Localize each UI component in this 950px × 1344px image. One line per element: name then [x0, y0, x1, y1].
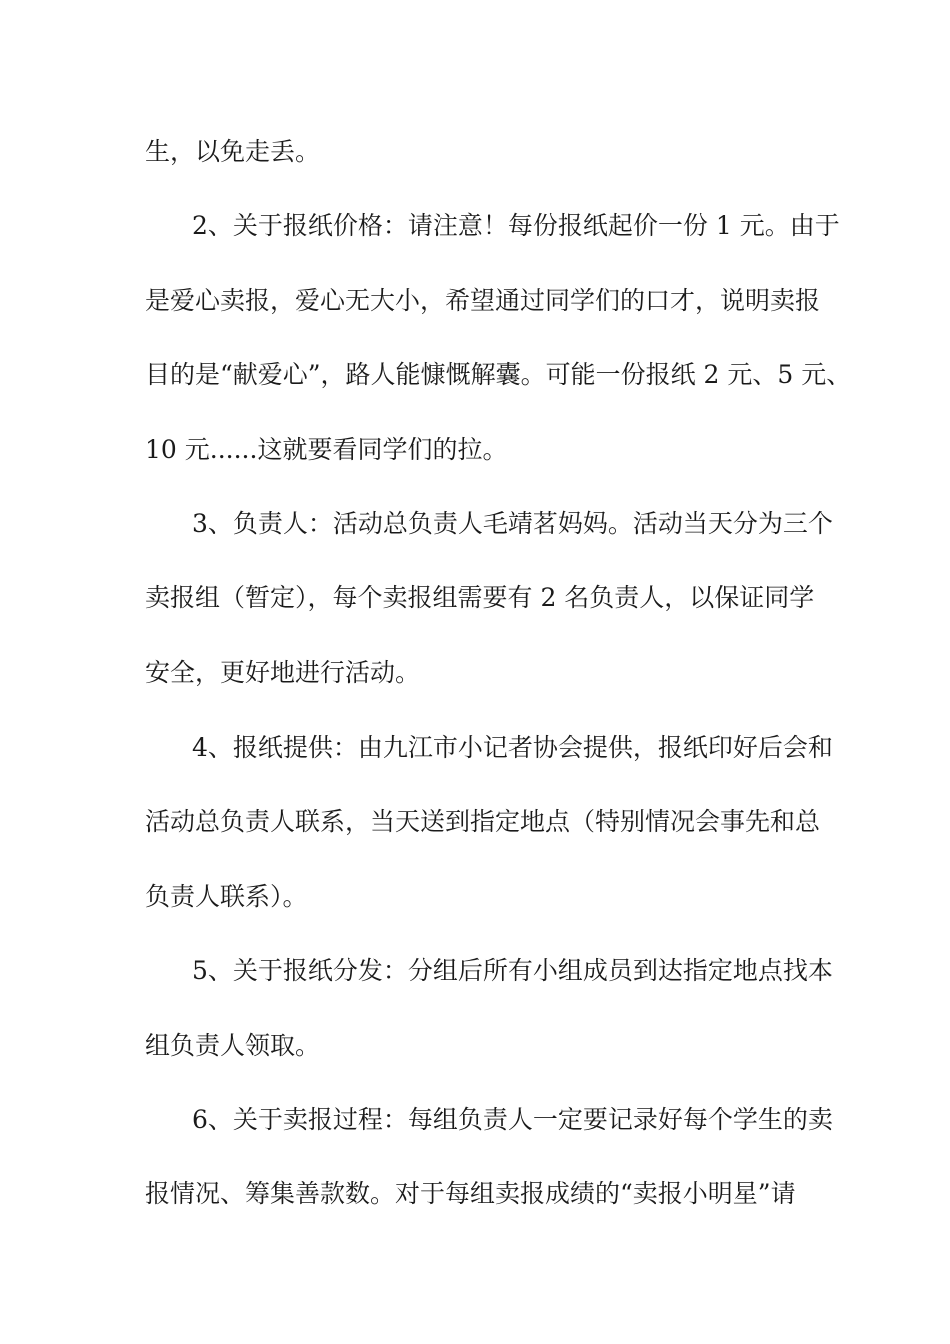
paragraph-line: 10 元......这就要看同学们的拉。	[145, 435, 508, 464]
paragraph-line: 2、关于报纸价格：请注意！每份报纸起价一份 1 元。由于	[192, 211, 840, 240]
paragraph-line: 卖报组（暂定），每个卖报组需要有 2 名负责人，以保证同学	[145, 583, 815, 612]
paragraph-line: 4、报纸提供：由九江市小记者协会提供，报纸印好后会和	[192, 733, 833, 762]
paragraph-line: 安全，更好地进行活动。	[145, 658, 421, 687]
paragraph-line: 目的是“献爱心”，路人能慷慨解囊。可能一份报纸 2 元、5 元、	[145, 360, 852, 389]
paragraph-line: 生，以免走丢。	[145, 137, 321, 166]
paragraph-line: 报情况、筹集善款数。对于每组卖报成绩的“卖报小明星”请	[145, 1179, 796, 1208]
paragraph-line: 是爱心卖报，爱心无大小，希望通过同学们的口才，说明卖报	[145, 286, 821, 315]
paragraph-line: 组负责人领取。	[145, 1031, 321, 1060]
paragraph-line: 活动总负责人联系，当天送到指定地点（特别情况会事先和总	[145, 807, 821, 836]
paragraph-line: 5、关于报纸分发：分组后所有小组成员到达指定地点找本	[192, 956, 833, 985]
paragraph-line: 3、负责人：活动总负责人毛靖茗妈妈。活动当天分为三个	[192, 509, 833, 538]
paragraph-line: 负责人联系）。	[145, 882, 308, 911]
paragraph-line: 6、关于卖报过程：每组负责人一定要记录好每个学生的卖	[192, 1105, 833, 1134]
